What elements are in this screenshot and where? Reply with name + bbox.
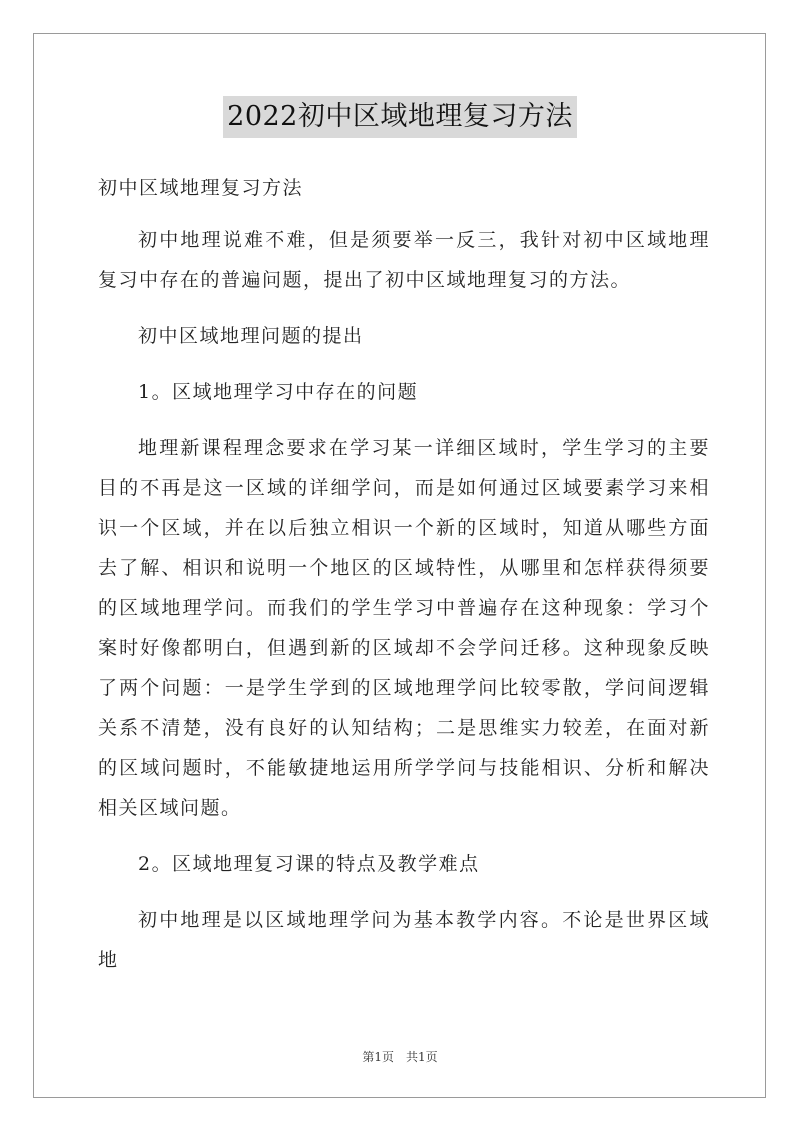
body-paragraph-2: 初中地理是以区域地理学问为基本教学内容。不论是世界区域地 (98, 909, 710, 971)
section-heading: 初中区域地理问题的提出 (138, 325, 364, 347)
subsection-heading-2: 2。区域地理复习课的特点及教学难点 (138, 853, 480, 875)
body-paragraph-1: 地理新课程理念要求在学习某一详细区域时，学生学习的主要目的不再是这一区域的详细学问，而是如何通过区域要素学习来相识一个区域，并在以后独立相识一个新的区域时，知道从哪些方面去了解、相识和说明一个地区的区域特性，从哪里和怎样获得须要的区域地理学问。而我们的学生学习中普遍存在这种现象：学习个案时好像都明白，但遇到新的区域却不会学问迁移。这种现象反映了两个问题：一是学生学到的区域地理学问比较零散，学问间逻辑关系不清楚，没有良好的认知结构；二是思维实力较差，在面对新的区域问题时，不能敏捷地运用所学学问与技能相识、分析和解决相关区域问题。 (98, 437, 710, 819)
intro-paragraph: 初中地理说难不难，但是须要举一反三，我针对初中区域地理复习中存在的普遍问题，提出了初中区域地理复习的方法。 (98, 229, 710, 291)
subtitle-paragraph: 初中区域地理复习方法 (98, 177, 304, 199)
title-container (0, 96, 800, 138)
page-footer: 第1页 共1页 (362, 1050, 438, 1064)
document-title: 2022初中区域地理复习方法 (223, 96, 577, 138)
document-body (98, 168, 710, 996)
subsection-heading-1: 1。区域地理学习中存在的问题 (138, 381, 419, 403)
